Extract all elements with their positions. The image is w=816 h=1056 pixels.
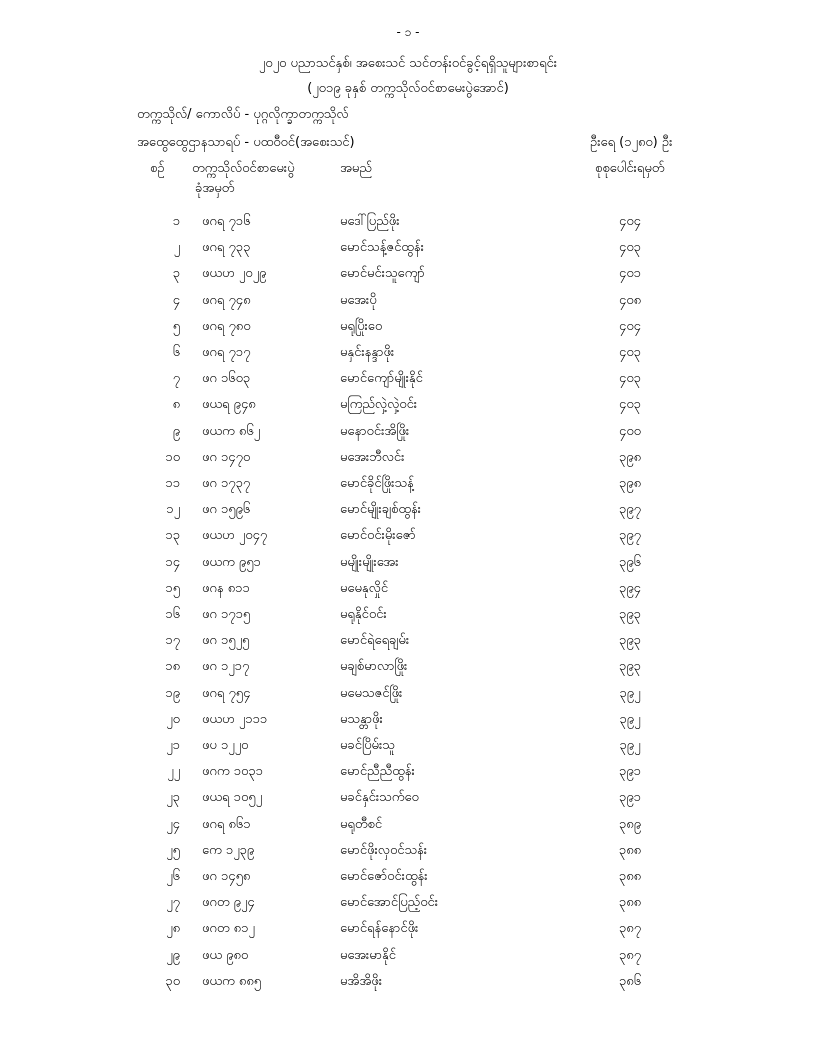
- roll-number: ဖဂ ၁၄၅၈: [202, 869, 251, 884]
- student-name: မအေးဘီလင်း: [340, 449, 405, 465]
- student-name: မခင်ပြိမ်းသူ: [340, 738, 395, 753]
- student-name: မမေနုလှိုင်: [340, 580, 389, 596]
- roll-number: ဖဂတ ၉၂၄: [202, 895, 255, 911]
- roll-number: ဖယက ၉၅၁: [202, 554, 261, 570]
- table-row: [0, 789, 816, 811]
- student-name: မသန္တာဖိုး: [340, 711, 383, 727]
- quota-label: ဦးရေ (၁၂၈၀) ဦး: [590, 135, 673, 150]
- table-row: [0, 501, 816, 523]
- table-row: [0, 475, 816, 497]
- roll-number: ဖဂ ၁၇၁၅: [202, 607, 251, 622]
- document-subtitle: (၂၀၁၉ ခုနှစ် တက္ကသိုလ်ဝင်စာမေးပွဲအောင်): [307, 81, 509, 96]
- total-marks: ၃၉၃: [619, 659, 641, 675]
- table-row: [0, 580, 816, 602]
- total-marks: ၃၉၁: [619, 764, 641, 780]
- student-name: မချစ်မာလာဖြိုး: [340, 659, 408, 675]
- column-header-marks: စုစုပေါင်းရမှတ်: [595, 161, 665, 176]
- student-name: မောင်မျိုးချစ်ထွန်း: [340, 502, 421, 518]
- total-marks: ၃၈၉: [618, 816, 642, 832]
- student-name: မမေသဇင်ဖြိုး: [340, 685, 403, 701]
- university-label: တက္ကသိုလ်/ ကောလိပ် - ပုဂ္ဂလိုက္ခာတက္ကသိုလ်: [137, 107, 349, 122]
- student-name: မောင်မင်းသူကျော်: [340, 266, 425, 282]
- row-number: ၇: [172, 371, 180, 387]
- page-number: - ၁ -: [396, 25, 420, 39]
- table-row: [0, 763, 816, 785]
- total-marks: ၄၀၈: [618, 292, 642, 308]
- table-row: [0, 527, 816, 549]
- roll-number: ဖဂရ ၇၁၇: [202, 345, 251, 360]
- table-row: [0, 842, 816, 864]
- table-row: [0, 868, 816, 890]
- row-number: ၃: [172, 266, 180, 282]
- student-name: မောင်ညီညီထွန်း: [340, 764, 415, 780]
- total-marks: ၄၀၁: [619, 266, 641, 282]
- table-row: [0, 947, 816, 969]
- total-marks: ၃၉၃: [619, 607, 641, 622]
- roll-number: ဖဂ ၁၄၇၀: [202, 449, 251, 465]
- table-row: [0, 370, 816, 392]
- student-name: မောင်ဝင်းမိုးဇော်: [340, 528, 416, 544]
- row-number: ၁၃: [165, 528, 180, 544]
- row-number: ၁၈: [165, 659, 180, 675]
- student-name: မအိအိဖိုး: [340, 973, 383, 989]
- student-name: မောင်သန့်ဇင်ထွန်း: [340, 240, 424, 256]
- roll-number: ကေ ၁၂၃၉: [202, 842, 255, 858]
- roll-number: ဖဂ ၁၆၀၃: [202, 371, 251, 387]
- table-row: [0, 894, 816, 916]
- roll-number: ဖဂ ၁၅၉၆: [202, 502, 251, 518]
- total-marks: ၃၉၁: [619, 790, 641, 806]
- table-row: [0, 606, 816, 628]
- total-marks: ၄၀၃: [619, 371, 641, 387]
- row-number: ၂၃: [166, 790, 180, 806]
- column-header-roll: တက္ကသိုလ်ဝင်စာမေးပွဲ: [192, 161, 295, 176]
- row-number: ၁၂: [166, 502, 180, 518]
- student-name: မောင်ဇော်ဝင်းထွန်း: [340, 869, 428, 884]
- student-name: မောင်ခိုင်ဖြိုးသန့်: [340, 476, 414, 491]
- table-row: [0, 554, 816, 576]
- table-row: [0, 318, 816, 340]
- student-name: မအေးမာနိုင်: [340, 947, 396, 963]
- roll-number: ဖဂက ၁၀၃၁: [202, 764, 263, 780]
- total-marks: ၄၀၀: [619, 423, 641, 439]
- table-row: [0, 213, 816, 235]
- row-number: ၂၇: [166, 895, 180, 911]
- roll-number: ဖဂ ၁၇၃၇: [202, 476, 251, 491]
- table-row: [0, 449, 816, 471]
- student-name: မရုနိုင်ဝင်း: [340, 607, 387, 622]
- total-marks: ၃၈၇: [618, 921, 642, 937]
- total-marks: ၃၉၂: [619, 685, 641, 701]
- roll-number: ဖယဟ ၂၀၄၇: [202, 528, 268, 544]
- total-marks: ၃၉၇: [619, 528, 641, 544]
- table-row: [0, 292, 816, 314]
- total-marks: ၃၉၄: [619, 580, 641, 596]
- table-row: [0, 396, 816, 418]
- row-number: ၅: [172, 318, 180, 334]
- table-row: [0, 344, 816, 366]
- student-name: မရုပြိုးဝေ: [340, 318, 383, 334]
- total-marks: ၃၉၂: [619, 711, 641, 727]
- table-row: [0, 920, 816, 942]
- roll-number: ဖပ ၁၂၂၀: [202, 738, 249, 753]
- row-number: ၂၁: [166, 738, 180, 753]
- roll-number: ဖဂန ၈၁၁: [202, 580, 250, 596]
- student-name: မောင်ကျော်မျိုးနိုင်: [340, 371, 423, 387]
- total-marks: ၃၉၇: [619, 502, 641, 518]
- total-marks: ၃၈၈: [618, 895, 642, 911]
- total-marks: ၃၉၈: [618, 476, 642, 491]
- row-number: ၄: [172, 292, 180, 308]
- student-name: မောင်အောင်ပြည့်ဝင်း: [340, 895, 439, 911]
- roll-number: ဖယက ၈၈၅: [202, 973, 262, 989]
- roll-number: ဖဂရ ၇၅၄: [202, 685, 251, 701]
- student-name: မကြည်လှဲ့လှဲ့ဝင်း: [340, 397, 418, 413]
- student-name: မောင်ရန်နောင်ဖိုး: [340, 921, 419, 937]
- roll-number: ဖဂတ ၈၁၂: [202, 921, 255, 937]
- roll-number: ဖဂရ ၇၃၃: [202, 240, 251, 256]
- row-number: ၂၅: [166, 842, 180, 858]
- student-name: မရုတီစင်: [340, 816, 383, 832]
- total-marks: ၄၀၃: [619, 345, 641, 360]
- table-row: [0, 423, 816, 445]
- roll-number: ဖယဟ ၂၀၂၉: [202, 266, 267, 282]
- row-number: ၂၄: [166, 816, 180, 832]
- student-name: မအေးပို: [340, 292, 377, 308]
- total-marks: ၃၈၈: [618, 869, 642, 884]
- row-number: ၂၈: [166, 921, 180, 937]
- document-title: ၂၀၂၀ ပညာသင်နှစ်၊ အစေးသင် သင်တန်းဝင်ခွင့်ရရှိသူများစာရင်း: [258, 56, 558, 71]
- roll-number: ဖဂ ၁၂၁၇: [202, 659, 250, 675]
- row-number: ၂၆: [166, 869, 180, 884]
- table-row: [0, 973, 816, 995]
- subject-label: အထွေထွေဌာနသာရပ် - ပထဝီဝင်(အစေးသင်): [137, 135, 355, 150]
- row-number: ၁၅: [165, 580, 180, 596]
- column-header-roll-2: ခုံအမှတ်: [195, 181, 235, 196]
- total-marks: ၃၈၇: [618, 947, 642, 963]
- table-row: [0, 685, 816, 707]
- roll-number: ဖယက ၈၆၂: [202, 423, 261, 439]
- total-marks: ၃၈၈: [618, 842, 642, 858]
- row-number: ၂၂: [167, 764, 180, 780]
- total-marks: ၃၉၆: [619, 554, 641, 570]
- row-number: ၁၉: [165, 685, 180, 701]
- roll-number: ဖဂရ ၇၄၈: [202, 292, 251, 308]
- roll-number: ဖယရ ၁၀၅၂: [202, 790, 262, 806]
- row-number: ၁၁: [165, 476, 180, 491]
- row-number: ၁၀: [165, 449, 180, 465]
- total-marks: ၃၉၈: [618, 449, 642, 465]
- roll-number: ဖဂ ၁၅၂၅: [202, 633, 250, 649]
- student-name: မနှင်းနန္ဒာဖိုး: [340, 345, 395, 360]
- row-number: ၁၆: [165, 607, 180, 622]
- roll-number: ဖဂရ ၇၁၆: [202, 214, 251, 229]
- column-header-no: စဉ်: [150, 161, 165, 176]
- roll-number: ဖယ ၉၈၀: [202, 947, 249, 963]
- roll-number: ဖယဟ ၂၁၁၁: [202, 711, 268, 727]
- table-row: [0, 816, 816, 838]
- row-number: ၁၇: [165, 633, 180, 649]
- total-marks: ၄၀၃: [619, 397, 641, 413]
- table-row: [0, 711, 816, 733]
- total-marks: ၄၀၄: [619, 318, 641, 334]
- total-marks: ၃၉၃: [619, 633, 641, 649]
- column-header-name: အမည်: [340, 161, 372, 176]
- row-number: ၁: [172, 214, 180, 229]
- row-number: ၃၀: [165, 973, 180, 989]
- roll-number: ဖယရ ၉၄၈: [202, 397, 256, 413]
- student-name: မဒေါ်ပြည်ဖိုး: [340, 214, 400, 229]
- row-number: ၂: [173, 240, 180, 256]
- table-row: [0, 239, 816, 261]
- table-row: [0, 265, 816, 287]
- total-marks: ၄၀၃: [619, 240, 641, 256]
- row-number: ၁၄: [165, 554, 180, 570]
- student-name: မောင်ရဲရေချမ်း: [340, 633, 410, 649]
- row-number: ၂၉: [166, 947, 180, 963]
- roll-number: ဖဂရ ၈၆၁: [202, 816, 251, 832]
- total-marks: ၄၀၄: [619, 214, 641, 229]
- student-name: မမျိုးမျိုးအေး: [340, 554, 399, 570]
- row-number: ၂၀: [166, 711, 180, 727]
- total-marks: ၃၉၂: [619, 738, 641, 753]
- student-name: မနောဝင်းအိဖြိုး: [340, 423, 410, 439]
- student-name: မခင်နှင်းသက်ဝေ: [340, 790, 419, 806]
- student-name: မောင်ဖိုးလှဝင်သန်း: [340, 842, 428, 858]
- table-row: [0, 632, 816, 654]
- roll-number: ဖဂရ ၇၈၀: [202, 318, 251, 334]
- row-number: ၈: [172, 397, 180, 413]
- row-number: ၉: [172, 423, 180, 439]
- row-number: ၆: [172, 345, 180, 360]
- table-row: [0, 658, 816, 680]
- table-row: [0, 737, 816, 759]
- total-marks: ၃၈၆: [618, 973, 642, 989]
